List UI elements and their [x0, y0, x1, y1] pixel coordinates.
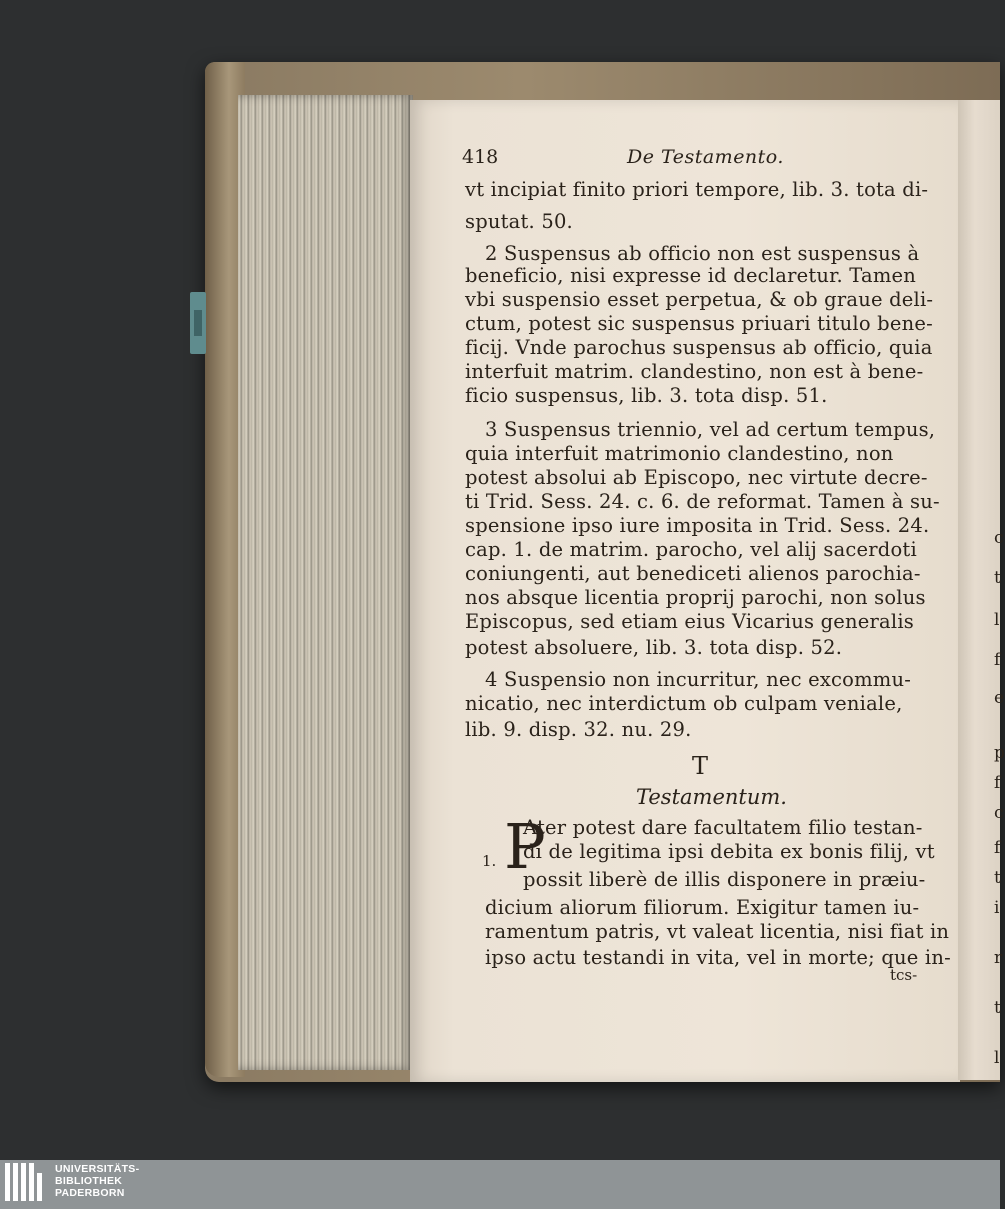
library-name-line: UNIVERSITÄTS-: [55, 1163, 140, 1175]
facing-page-fragment: r: [994, 948, 1003, 968]
page-number: 418: [462, 146, 499, 168]
library-name-line: PADERBORN: [55, 1187, 125, 1199]
text-line: spensione ipso iure imposita in Trid. Sess. 24.: [465, 514, 930, 537]
text-line: potest absoluere, lib. 3. tota disp. 52.: [465, 636, 843, 659]
text-line: vbi suspensio esset perpetua, & ob graue deli-: [465, 288, 934, 311]
section-letter: T: [692, 752, 709, 780]
facing-page-fragment: t: [994, 998, 1001, 1018]
facing-page-fragment: f: [994, 773, 1001, 793]
text-line: ficij. Vnde parochus suspensus ab officio, quia: [465, 336, 933, 359]
text-line: nos absque licentia proprij parochi, non solus: [465, 586, 926, 609]
running-title: De Testamento.: [627, 146, 784, 168]
section-title: Testamentum.: [636, 785, 787, 809]
text-line: dicium aliorum filiorum. Exigitur tamen iu-: [485, 896, 920, 919]
text-line: coniungenti, aut benediceti alienos parochia-: [465, 562, 921, 585]
text-line: cap. 1. de matrim. parocho, vel alij sacerdoti: [465, 538, 917, 561]
facing-page-fragment: e: [994, 688, 1005, 708]
text-line: 3 Suspensus triennio, vel ad certum tempus,: [485, 418, 936, 441]
facing-page-fragment: t: [994, 868, 1001, 888]
body-text: [465, 178, 940, 778]
text-line: sputat. 50.: [465, 210, 573, 233]
library-logo-icon: [5, 1163, 47, 1205]
text-line: quia interfuit matrimonio clandestino, non: [465, 442, 894, 465]
text-line: ctum, potest sic suspensus priuari titulo bene-: [465, 312, 933, 335]
catchword: tcs-: [890, 966, 918, 984]
bookmark-ribbon: [190, 292, 206, 354]
text-line: Ater potest dare facultatem filio testan-: [523, 816, 923, 839]
text-line: 2 Suspensus ab officio non est suspensus à: [485, 242, 920, 265]
text-line: ficio suspensus, lib. 3. tota disp. 51.: [465, 384, 828, 407]
facing-page-fragment: l: [994, 1048, 1000, 1068]
text-line: lib. 9. disp. 32. nu. 29.: [465, 718, 692, 741]
text-line: interfuit matrim. clandestino, non est à bene-: [465, 360, 924, 383]
text-line: potest absolui ab Episcopo, nec virtute decre-: [465, 466, 928, 489]
library-name-line: BIBLIOTHEK: [55, 1175, 123, 1187]
facing-page-fragment: t: [994, 568, 1001, 588]
text-line: 4 Suspensio non incurritur, nec excommu-: [485, 668, 912, 691]
testamentum-text: [485, 810, 951, 1010]
library-name: [55, 1163, 255, 1199]
text-line: Episcopus, sed etiam eius Vicarius generalis: [465, 610, 914, 633]
facing-page-fragment: i: [994, 898, 1000, 918]
facing-page-edge: [958, 100, 1005, 1080]
paragraph-number: 1.: [482, 852, 497, 870]
text-line: beneficio, nisi expresse id declaretur. Tamen: [465, 264, 917, 287]
text-line: possit liberè de illis disponere in præiu-: [523, 868, 926, 891]
text-line: ipso actu testandi in vita, vel in morte; que in-: [485, 946, 951, 969]
page-header: [462, 146, 932, 174]
facing-page-fragment: c: [994, 803, 1004, 823]
drop-cap: P: [504, 810, 546, 883]
page-edges: [238, 95, 413, 1070]
text-line: nicatio, nec interdictum ob culpam veniale,: [465, 692, 903, 715]
facing-page-fragment: p: [994, 743, 1005, 763]
text-line: vt incipiat finito priori tempore, lib. 3. tota di-: [465, 178, 929, 201]
facing-page-fragment: c: [994, 528, 1004, 548]
facing-page-fragment: l: [994, 610, 1000, 630]
facing-page-fragment: f: [994, 650, 1001, 670]
text-line: di de legitima ipsi debita ex bonis filij, vt: [523, 840, 935, 863]
text-line: ti Trid. Sess. 24. c. 6. de reformat. Tamen à su-: [465, 490, 940, 513]
facing-page-fragment: f: [994, 838, 1001, 858]
text-line: ramentum patris, vt valeat licentia, nisi fiat in: [485, 920, 950, 943]
